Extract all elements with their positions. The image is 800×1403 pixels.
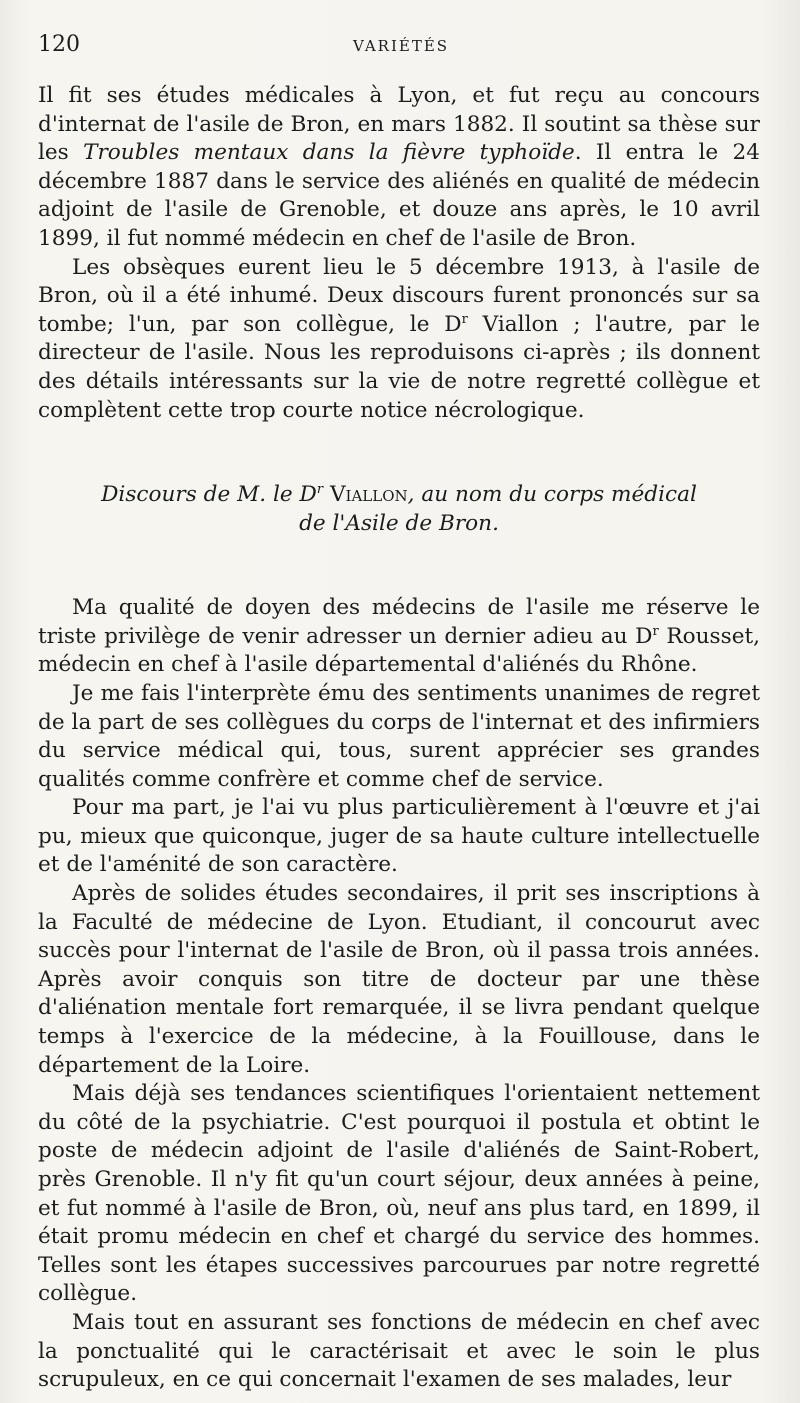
paragraph-text: Les obsèques eurent lieu le 5 décembre 1913, à l'asile de Bron, où il a été inhumé. Deux discours furent prononcés sur sa tombe; l'un, par son collègue, le D xyxy=(38,254,760,337)
page-header xyxy=(38,32,760,82)
paragraph: Mais déjà ses tendances scientifiques l'orientaient nettement du côté de la psychiatrie. C'est pourquoi il postula et obtint le poste de médecin adjoint de l'asile d'aliénés de Saint-Robert, près Grenoble. Il n'y fit qu'un court séjour, deux années à peine, et fut nommé à l'asile de Bron, où, neuf ans plus tard, en 1899, il était promu médecin en chef et chargé du service des hommes. Telles sont les étapes successives parcourues par notre regretté collègue. xyxy=(38,1081,760,1307)
paragraph-text: Il fit ses études médicales à Lyon, et fut reçu au concours d'internat de l'asile de Bron, en mars 1882. Il soutint sa thèse sur les xyxy=(38,83,760,166)
superscript: r xyxy=(316,481,324,497)
page-number: 120 xyxy=(38,32,80,57)
running-head: VARIÉTÉS xyxy=(353,37,450,55)
heading-name: Viallon xyxy=(329,482,408,508)
heading-line2: de l'Asile de Bron. xyxy=(299,511,499,537)
paragraph: Après de solides études secondaires, il prit ses inscriptions à la Faculté de médecine de Lyon. Etudiant, il concourut avec succès pour l'internat de l'asile de Bron, où il passa trois années. Après avoir conquis son titre de docteur par une thèse d'aliénation mentale fort remarquée, il se livra pendant quelque temps à l'exercice de la médecine, à la Fouillouse, dans le département de la Loire. xyxy=(38,881,760,1078)
paragraph: Je me fais l'interprète ému des sentiments unanimes de regret de la part de ses collègues du corps de l'internat et des infirmiers du service médical qui, tous, surent apprécier ses grandes qualités comme confrère et comme chef de service. xyxy=(38,680,760,792)
body-text xyxy=(38,82,760,1395)
paragraph xyxy=(38,594,760,680)
paragraph-text: Rousset, médecin en chef à l'asile départemental d'aliénés du Rhône. xyxy=(38,623,761,678)
superscript: r xyxy=(461,311,468,327)
paragraph-text: Ma qualité de doyen des médecins de l'asile me réserve le triste privilège de venir adresser un dernier adieu au D xyxy=(38,595,760,649)
section-heading xyxy=(38,480,760,538)
thesis-title: Troubles mentaux dans la fièvre typhoïde xyxy=(83,140,575,166)
paragraph xyxy=(38,82,760,254)
heading-suffix: , au nom du corps médical xyxy=(407,482,697,508)
paragraph-text: Viallon ; l'autre, par le directeur de l'asile. Nous les reproduisons ci-après ; ils donnent des détails intéressants sur la vie de notre regretté collègue et complètent cette trop courte notice nécrologique. xyxy=(38,311,760,423)
heading-prefix: Discours de M. le D xyxy=(101,482,317,508)
paragraph-text: . Il entra le 24 décembre 1887 dans le service des aliénés en qualité de médecin adjoint de l'asile de Grenoble, et douze ans après, le 10 avril 1899, il fut nommé médecin en chef de l'asile de Bron. xyxy=(38,140,760,251)
paragraph: Pour ma part, je l'ai vu plus particulièrement à l'œuvre et j'ai pu, mieux que quiconque, juger de sa haute culture intellectuelle et de l'aménité de son caractère. xyxy=(38,795,760,878)
superscript: r xyxy=(652,623,659,639)
paragraph xyxy=(38,254,760,426)
paragraph: Mais tout en assurant ses fonctions de médecin en chef avec la ponctualité qui le caractérisait et avec le soin le plus scrupuleux, en ce qui concernait l'examen de ses malades, leur xyxy=(38,1309,760,1393)
